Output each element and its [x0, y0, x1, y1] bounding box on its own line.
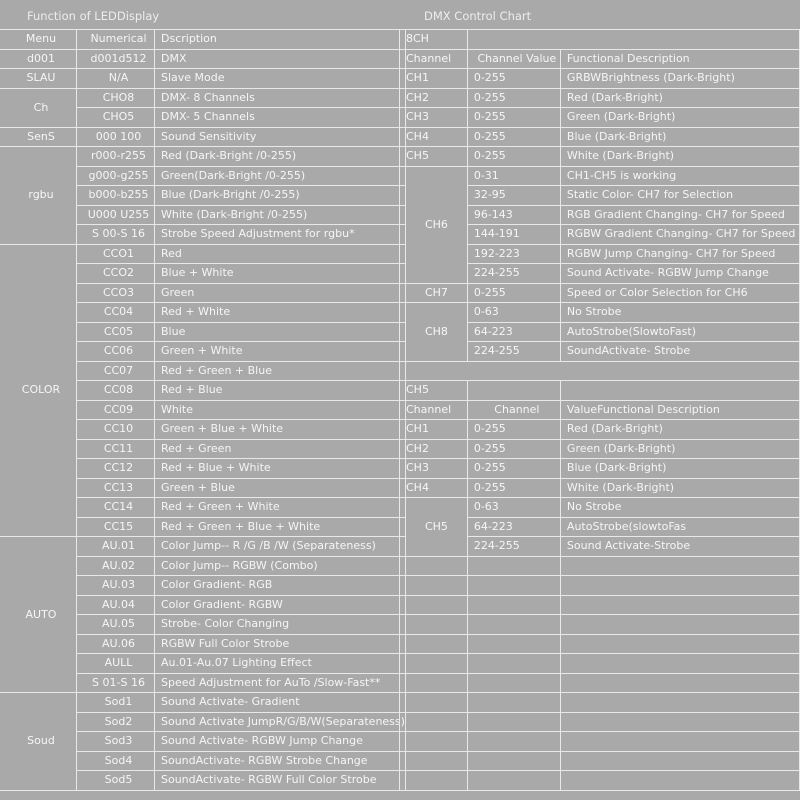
functional-description-cell: Green (Dark-Bright)	[560, 439, 799, 459]
description-cell: DMX	[155, 49, 406, 69]
channel-value-cell: 32-95	[467, 186, 560, 206]
channel-value-header: Channel Value	[467, 49, 560, 69]
empty-cell	[560, 751, 799, 771]
description-cell: Green	[155, 283, 406, 303]
functional-description-cell: Red (Dark-Bright)	[560, 420, 799, 440]
empty-cell	[560, 615, 799, 635]
empty-cell	[400, 634, 468, 654]
numerical-cell: U000 U255	[77, 205, 155, 225]
empty-cell	[560, 712, 799, 732]
table-row	[400, 69, 800, 89]
channel-value-cell: 0-255	[467, 420, 560, 440]
numerical-cell: CC09	[77, 400, 155, 420]
numerical-cell: CCO3	[77, 283, 155, 303]
description-cell: Red + Green + Blue + White	[155, 517, 406, 537]
description-cell: Red	[155, 244, 406, 264]
description-cell: RGBW Full Color Strobe	[155, 634, 406, 654]
description-cell: Blue	[155, 322, 406, 342]
channel-value-cell: 96-143	[467, 205, 560, 225]
numerical-cell: CC15	[77, 517, 155, 537]
empty-cell	[560, 576, 799, 596]
channel-value-cell: 192-223	[467, 244, 560, 264]
numerical-cell: CC08	[77, 381, 155, 401]
functional-description-cell: Blue (Dark-Bright)	[560, 459, 799, 479]
table-row	[400, 303, 800, 323]
channel-value-cell: 0-63	[467, 303, 560, 323]
description-cell: Blue (Dark-Bright /0-255)	[155, 186, 406, 206]
channel-cell: CH4	[400, 127, 468, 147]
numerical-cell: CCO2	[77, 264, 155, 284]
description-cell: Green + Blue	[155, 478, 406, 498]
numerical-cell: S 00-S 16	[77, 225, 155, 245]
functional-description-cell: RGBW Gradient Changing- CH7 for Speed	[560, 225, 799, 245]
description-cell: Slave Mode	[155, 69, 406, 89]
numerical-cell: CC13	[77, 478, 155, 498]
numerical-cell: CC11	[77, 439, 155, 459]
channel-value-cell: 0-255	[467, 88, 560, 108]
empty-cell	[467, 654, 560, 674]
menu-header: Menu	[0, 30, 77, 50]
table-row	[400, 147, 800, 167]
empty-cell	[467, 771, 560, 791]
numerical-cell: CC05	[77, 322, 155, 342]
channel-cell: CH3	[400, 459, 468, 479]
description-cell: Red + Green	[155, 439, 406, 459]
blank-row	[400, 634, 800, 654]
functional-description-cell: Blue (Dark-Bright)	[560, 127, 799, 147]
numerical-cell: S 01-S 16	[77, 673, 155, 693]
empty-cell	[467, 712, 560, 732]
menu-cell: d001	[0, 49, 77, 69]
functional-description-cell: Static Color- CH7 for Selection	[560, 186, 799, 206]
channel-cell: CH7	[400, 283, 468, 303]
empty-cell	[400, 615, 468, 635]
channel-value-cell: 0-255	[467, 127, 560, 147]
blank-row	[400, 615, 800, 635]
description-cell: DMX- 5 Channels	[155, 108, 406, 128]
table-row	[0, 88, 405, 108]
empty-cell	[467, 673, 560, 693]
functional-description-cell: No Strobe	[560, 498, 799, 518]
empty-cell	[560, 693, 799, 713]
functional-description-cell: Speed or Color Selection for CH6	[560, 283, 799, 303]
description-cell: Green(Dark-Bright /0-255)	[155, 166, 406, 186]
functional-description-cell: Sound Activate- RGBW Jump Change	[560, 264, 799, 284]
numerical-cell: N/A	[77, 69, 155, 89]
table-row	[0, 693, 405, 713]
functional-description-cell: SoundActivate- Strobe	[560, 342, 799, 362]
channel-cell: CH3	[400, 108, 468, 128]
channel-value-cell: 64-223	[467, 322, 560, 342]
mode-5ch-label: CH5	[400, 381, 468, 401]
blank-row	[400, 712, 800, 732]
numerical-cell: 000 100	[77, 127, 155, 147]
blank-row	[400, 576, 800, 596]
blank-row	[400, 673, 800, 693]
numerical-cell: CC12	[77, 459, 155, 479]
channel-value-cell: 0-255	[467, 283, 560, 303]
table-row	[400, 439, 800, 459]
numerical-cell: Sod1	[77, 693, 155, 713]
description-cell: Color Gradient- RGBW	[155, 595, 406, 615]
table-row	[400, 166, 800, 186]
channel-value-cell: 224-255	[467, 342, 560, 362]
channel-header: Channel	[400, 400, 468, 420]
numerical-cell: CC04	[77, 303, 155, 323]
table-row	[0, 127, 405, 147]
table-row	[400, 498, 800, 518]
empty-cell	[560, 732, 799, 752]
empty-cell	[400, 751, 468, 771]
numerical-cell: g000-g255	[77, 166, 155, 186]
empty-cell	[467, 595, 560, 615]
empty-cell	[467, 30, 799, 50]
empty-cell	[400, 556, 468, 576]
channel-value-cell: 0-255	[467, 108, 560, 128]
empty-cell	[467, 751, 560, 771]
numerical-cell: d001d512	[77, 49, 155, 69]
description-cell: Color Jump-- RGBW (Combo)	[155, 556, 406, 576]
description-cell: Red + White	[155, 303, 406, 323]
description-cell: Green + Blue + White	[155, 420, 406, 440]
channel-value-cell: 0-255	[467, 478, 560, 498]
channel-value-cell: 144-191	[467, 225, 560, 245]
empty-cell	[467, 556, 560, 576]
header-row	[0, 30, 405, 50]
mode-row	[400, 30, 800, 50]
empty-cell	[560, 673, 799, 693]
empty-cell	[400, 576, 468, 596]
description-cell: Green + White	[155, 342, 406, 362]
empty-cell	[560, 556, 799, 576]
description-cell: Blue + White	[155, 264, 406, 284]
description-cell: Sound Sensitivity	[155, 127, 406, 147]
empty-cell	[467, 693, 560, 713]
table-row	[400, 108, 800, 128]
numerical-cell: b000-b255	[77, 186, 155, 206]
functional-description-cell: Red (Dark-Bright)	[560, 88, 799, 108]
channel-cell: CH5	[400, 498, 468, 557]
description-cell: SoundActivate- RGBW Strobe Change	[155, 751, 406, 771]
functional-description-cell: AutoStrobe(slowtoFas	[560, 517, 799, 537]
empty-cell	[560, 634, 799, 654]
menu-cell: rgbu	[0, 147, 77, 245]
empty-cell	[400, 654, 468, 674]
channel-value-cell: 224-255	[467, 537, 560, 557]
numerical-cell: CHO5	[77, 108, 155, 128]
description-cell: Sound Activate- RGBW Jump Change	[155, 732, 406, 752]
numerical-cell: AU.04	[77, 595, 155, 615]
led-display-function-table	[0, 29, 406, 791]
functional-description-header: Functional Description	[560, 49, 799, 69]
description-cell: Color Jump-- R /G /B /W (Separateness)	[155, 537, 406, 557]
numerical-cell: AU.06	[77, 634, 155, 654]
empty-cell	[400, 712, 468, 732]
empty-cell	[400, 732, 468, 752]
led-display-title: Function of LEDDisplay	[27, 9, 160, 23]
numerical-cell: Sod4	[77, 751, 155, 771]
header-row	[400, 49, 800, 69]
description-cell: Red + Blue	[155, 381, 406, 401]
numerical-cell: AU.05	[77, 615, 155, 635]
table-row	[400, 420, 800, 440]
description-cell: Sound Activate JumpR/G/B/W(Separateness)	[155, 712, 406, 732]
empty-cell	[560, 381, 799, 401]
functional-description-cell: CH1-CH5 is working	[560, 166, 799, 186]
functional-description-cell: White (Dark-Bright)	[560, 478, 799, 498]
functional-description-cell: RGB Gradient Changing- CH7 for Speed	[560, 205, 799, 225]
description-cell: Au.01-Au.07 Lighting Effect	[155, 654, 406, 674]
functional-description-cell: No Strobe	[560, 303, 799, 323]
channel-cell: CH2	[400, 439, 468, 459]
table-row	[0, 147, 405, 167]
description-cell: Color Gradient- RGB	[155, 576, 406, 596]
channel-value-cell: 224-255	[467, 264, 560, 284]
numerical-cell: CC06	[77, 342, 155, 362]
description-cell: Red + Green + White	[155, 498, 406, 518]
channel-value-cell: 0-255	[467, 439, 560, 459]
blank-row	[400, 732, 800, 752]
table-row	[400, 88, 800, 108]
menu-cell: SenS	[0, 127, 77, 147]
channel-cell: CH4	[400, 478, 468, 498]
channel-value-cell: 0-255	[467, 69, 560, 89]
table-row	[400, 127, 800, 147]
numerical-cell: CCO1	[77, 244, 155, 264]
channel-value-cell: 0-31	[467, 166, 560, 186]
blank-row	[400, 751, 800, 771]
numerical-cell: CC14	[77, 498, 155, 518]
channel-header: Channel	[400, 49, 468, 69]
empty-cell	[400, 595, 468, 615]
blank-row	[400, 595, 800, 615]
functional-description-header: ValueFunctional Description	[560, 400, 799, 420]
numerical-cell: AU.03	[77, 576, 155, 596]
description-header: Dscription	[155, 30, 406, 50]
functional-description-cell: White (Dark-Bright)	[560, 147, 799, 167]
description-cell: Strobe Speed Adjustment for rgbu*	[155, 225, 406, 245]
table-row	[0, 537, 405, 557]
empty-cell	[467, 615, 560, 635]
empty-cell	[400, 771, 468, 791]
empty-cell	[467, 381, 560, 401]
blank-row	[400, 693, 800, 713]
functional-description-cell: RGBW Jump Changing- CH7 for Speed	[560, 244, 799, 264]
channel-cell: CH2	[400, 88, 468, 108]
description-cell: Sound Activate- Gradient	[155, 693, 406, 713]
numerical-cell: Sod2	[77, 712, 155, 732]
blank-row	[400, 771, 800, 791]
dmx-control-chart-table	[399, 29, 800, 791]
empty-cell	[560, 595, 799, 615]
table-row	[0, 69, 405, 89]
empty-cell	[560, 771, 799, 791]
channel-cell: CH1	[400, 420, 468, 440]
mode-8ch-label: 8CH	[400, 30, 468, 50]
numerical-cell: AU.01	[77, 537, 155, 557]
menu-cell: Soud	[0, 693, 77, 791]
table-row	[400, 459, 800, 479]
functional-description-cell: Green (Dark-Bright)	[560, 108, 799, 128]
numerical-cell: CC10	[77, 420, 155, 440]
table-row	[400, 283, 800, 303]
functional-description-cell: Sound Activate-Strobe	[560, 537, 799, 557]
numerical-cell: CHO8	[77, 88, 155, 108]
empty-cell	[467, 576, 560, 596]
channel-cell: CH5	[400, 147, 468, 167]
numerical-cell: AULL	[77, 654, 155, 674]
channel-cell: CH1	[400, 69, 468, 89]
header-row	[400, 400, 800, 420]
numerical-cell: r000-r255	[77, 147, 155, 167]
description-cell: Red (Dark-Bright /0-255)	[155, 147, 406, 167]
empty-cell	[400, 673, 468, 693]
channel-cell: CH8	[400, 303, 468, 362]
channel-value-cell: 64-223	[467, 517, 560, 537]
numerical-cell: Sod3	[77, 732, 155, 752]
menu-cell: Ch	[0, 88, 77, 127]
description-cell: Speed Adjustment for AuTo /Slow-Fast**	[155, 673, 406, 693]
numerical-header: Numerical	[77, 30, 155, 50]
description-cell: DMX- 8 Channels	[155, 88, 406, 108]
functional-description-cell: GRBWBrightness (Dark-Bright)	[560, 69, 799, 89]
menu-cell: AUTO	[0, 537, 77, 693]
channel-value-cell: 0-63	[467, 498, 560, 518]
channel-value-cell: 0-255	[467, 147, 560, 167]
channel-cell: CH6	[400, 166, 468, 283]
description-cell: Red + Blue + White	[155, 459, 406, 479]
channel-header: Channel	[467, 400, 560, 420]
numerical-cell: CC07	[77, 361, 155, 381]
channel-value-cell: 0-255	[467, 459, 560, 479]
table-row	[400, 478, 800, 498]
empty-cell	[400, 361, 800, 381]
empty-cell	[560, 654, 799, 674]
mode-row	[400, 381, 800, 401]
table-row	[0, 49, 405, 69]
functional-description-cell: AutoStrobe(SlowtoFast)	[560, 322, 799, 342]
table-row	[0, 244, 405, 264]
description-cell: SoundActivate- RGBW Full Color Strobe	[155, 771, 406, 791]
numerical-cell: AU.02	[77, 556, 155, 576]
description-cell: Strobe- Color Changing	[155, 615, 406, 635]
description-cell: White	[155, 400, 406, 420]
blank-row	[400, 556, 800, 576]
empty-cell	[467, 634, 560, 654]
menu-cell: COLOR	[0, 244, 77, 537]
description-cell: Red + Green + Blue	[155, 361, 406, 381]
description-cell: White (Dark-Bright /0-255)	[155, 205, 406, 225]
menu-cell: SLAU	[0, 69, 77, 89]
empty-cell	[400, 693, 468, 713]
numerical-cell: Sod5	[77, 771, 155, 791]
blank-row	[400, 654, 800, 674]
empty-cell	[467, 732, 560, 752]
dmx-chart-title: DMX Control Chart	[424, 9, 532, 23]
